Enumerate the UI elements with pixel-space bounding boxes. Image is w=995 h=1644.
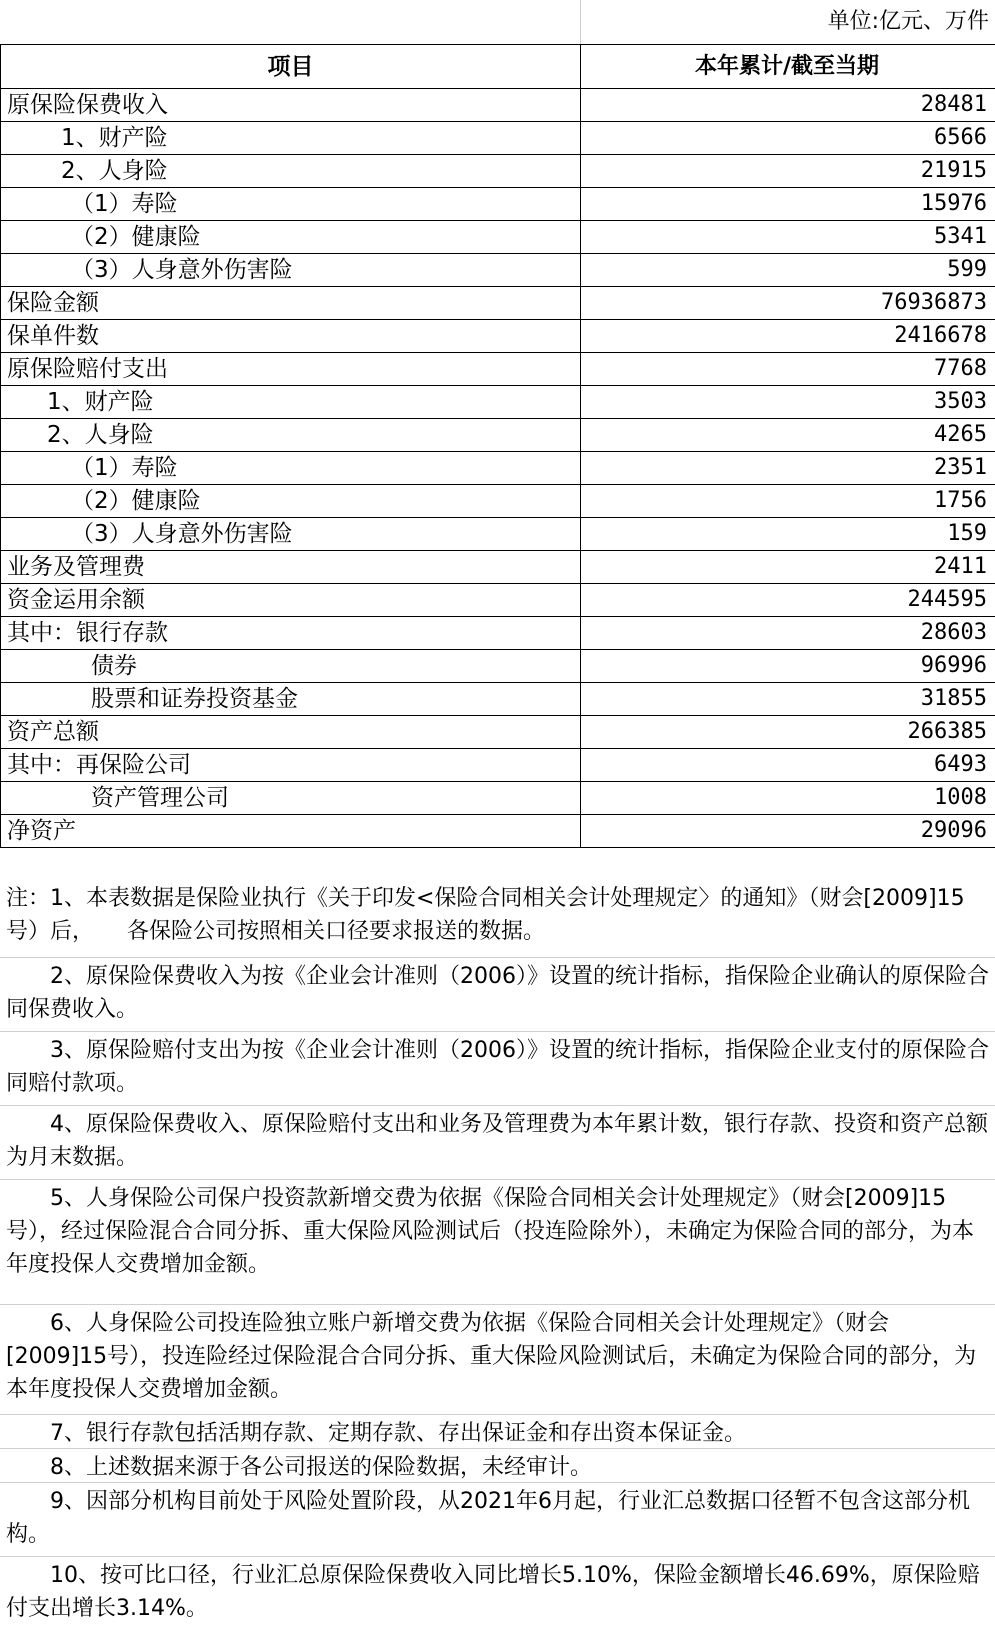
note-text: 10、按可比口径，行业汇总原保险保费收入同比增长5.10%，保险金额增长46.69%，原保险赔付支出增长3.14%。 <box>6 1563 980 1621</box>
table-row <box>1 716 995 749</box>
note-text: 9、因部分机构目前处于风险处置阶段，从2021年6月起，行业汇总数据口径暂不包含这部分机构。 <box>6 1489 970 1547</box>
table-row <box>1 419 995 452</box>
row-label: 债券 <box>1 650 581 683</box>
row-label: 其中：再保险公司 <box>1 749 581 782</box>
row-value: 266385 <box>581 716 995 749</box>
note-item <box>0 1415 995 1449</box>
row-label: （2）健康险 <box>1 485 581 518</box>
note-text: 3、原保险赔付支出为按《企业会计准则（2006）》设置的统计指标，指保险企业支付的原保险合同赔付款项。 <box>6 1038 989 1096</box>
row-value: 96996 <box>581 650 995 683</box>
table-row <box>1 221 995 254</box>
note-item <box>0 958 995 1032</box>
row-label: （1）寿险 <box>1 452 581 485</box>
table-row <box>1 287 995 320</box>
table-row <box>1 518 995 551</box>
row-label: 资金运用余额 <box>1 584 581 617</box>
note-text: 2、原保险保费收入为按《企业会计准则（2006）》设置的统计指标，指保险企业确认的原保险合同保费收入。 <box>6 964 989 1022</box>
row-value: 2411 <box>581 551 995 584</box>
table-row <box>1 782 995 815</box>
row-value: 31855 <box>581 683 995 716</box>
note-text: 6、人身保险公司投连险独立账户新增交费为依据《保险合同相关会计处理规定》（财会[2009]15号），投连险经过保险混合合同分拆、重大保险风险测试后，未确定为保险合同的部分，为本年度投保人交费增加金额。 <box>6 1311 977 1402</box>
row-value: 159 <box>581 518 995 551</box>
row-value: 1756 <box>581 485 995 518</box>
row-label: 股票和证券投资基金 <box>1 683 581 716</box>
table-row <box>1 584 995 617</box>
note-item <box>0 1180 995 1305</box>
row-label: 保单件数 <box>1 320 581 353</box>
row-label: 业务及管理费 <box>1 551 581 584</box>
row-value: 15976 <box>581 188 995 221</box>
table-row <box>1 122 995 155</box>
row-label: 1、财产险 <box>1 386 581 419</box>
row-label: 保险金额 <box>1 287 581 320</box>
table-row <box>1 386 995 419</box>
row-value: 28603 <box>581 617 995 650</box>
row-label: 原保险保费收入 <box>1 89 581 122</box>
table-row <box>1 485 995 518</box>
table-row <box>1 320 995 353</box>
table-row <box>1 353 995 386</box>
row-value: 21915 <box>581 155 995 188</box>
row-label: （3）人身意外伤害险 <box>1 518 581 551</box>
row-value: 1008 <box>581 782 995 815</box>
table-row <box>1 683 995 716</box>
row-label: 原保险赔付支出 <box>1 353 581 386</box>
header-cumulative: 本年累计/截至当期 <box>581 45 995 89</box>
table-row <box>1 452 995 485</box>
unit-row <box>0 0 995 44</box>
table-row <box>1 815 995 848</box>
note-item <box>0 1032 995 1106</box>
note-item <box>0 880 995 958</box>
row-value: 244595 <box>581 584 995 617</box>
row-value: 6493 <box>581 749 995 782</box>
note-text: 5、人身保险公司保户投资款新增交费为依据《保险合同相关会计处理规定》（财会[2009]15号），经过保险混合合同分拆、重大保险风险测试后（投连险除外），未确定为保险合同的部分，为本年度投保人交费增加金额。 <box>6 1186 975 1277</box>
note-item <box>0 1449 995 1483</box>
note-item <box>0 1106 995 1180</box>
notes-section <box>0 880 995 1637</box>
table-row <box>1 749 995 782</box>
row-label: 资产总额 <box>1 716 581 749</box>
row-label: 净资产 <box>1 815 581 848</box>
row-value: 28481 <box>581 89 995 122</box>
row-label: 2、人身险 <box>1 419 581 452</box>
row-value: 4265 <box>581 419 995 452</box>
row-value: 29096 <box>581 815 995 848</box>
table-row <box>1 89 995 122</box>
note-item <box>0 1557 995 1637</box>
row-value: 6566 <box>581 122 995 155</box>
note-item <box>0 1483 995 1557</box>
note-text: 4、原保险保费收入、原保险赔付支出和业务及管理费为本年累计数，银行存款、投资和资产总额为月末数据。 <box>6 1112 989 1170</box>
table-row <box>1 254 995 287</box>
table-row <box>1 551 995 584</box>
header-item: 项目 <box>1 45 581 89</box>
note-text: 8、上述数据来源于各公司报送的保险数据，未经审计。 <box>50 1455 592 1480</box>
row-value: 7768 <box>581 353 995 386</box>
unit-label: 单位:亿元、万件 <box>580 0 995 44</box>
row-label: （1）寿险 <box>1 188 581 221</box>
note-text: 7、银行存款包括活期存款、定期存款、存出保证金和存出资本保证金。 <box>50 1421 746 1446</box>
note-text: 注：1、本表数据是保险业执行《关于印发<保险合同相关会计处理规定〉的通知》（财会[2009]15号）后， 各保险公司按照相关口径要求报送的数据。 <box>6 886 965 944</box>
statistics-table <box>0 44 995 848</box>
table-row <box>1 650 995 683</box>
row-label: 1、财产险 <box>1 122 581 155</box>
table-row <box>1 188 995 221</box>
row-value: 5341 <box>581 221 995 254</box>
row-value: 599 <box>581 254 995 287</box>
row-value: 3503 <box>581 386 995 419</box>
note-item <box>0 1305 995 1415</box>
row-value: 2416678 <box>581 320 995 353</box>
row-label: （2）健康险 <box>1 221 581 254</box>
row-label: （3）人身意外伤害险 <box>1 254 581 287</box>
table-header-row <box>1 45 995 89</box>
row-label: 2、人身险 <box>1 155 581 188</box>
row-label: 其中：银行存款 <box>1 617 581 650</box>
row-value: 76936873 <box>581 287 995 320</box>
table-row <box>1 155 995 188</box>
row-label: 资产管理公司 <box>1 782 581 815</box>
table-row <box>1 617 995 650</box>
row-value: 2351 <box>581 452 995 485</box>
